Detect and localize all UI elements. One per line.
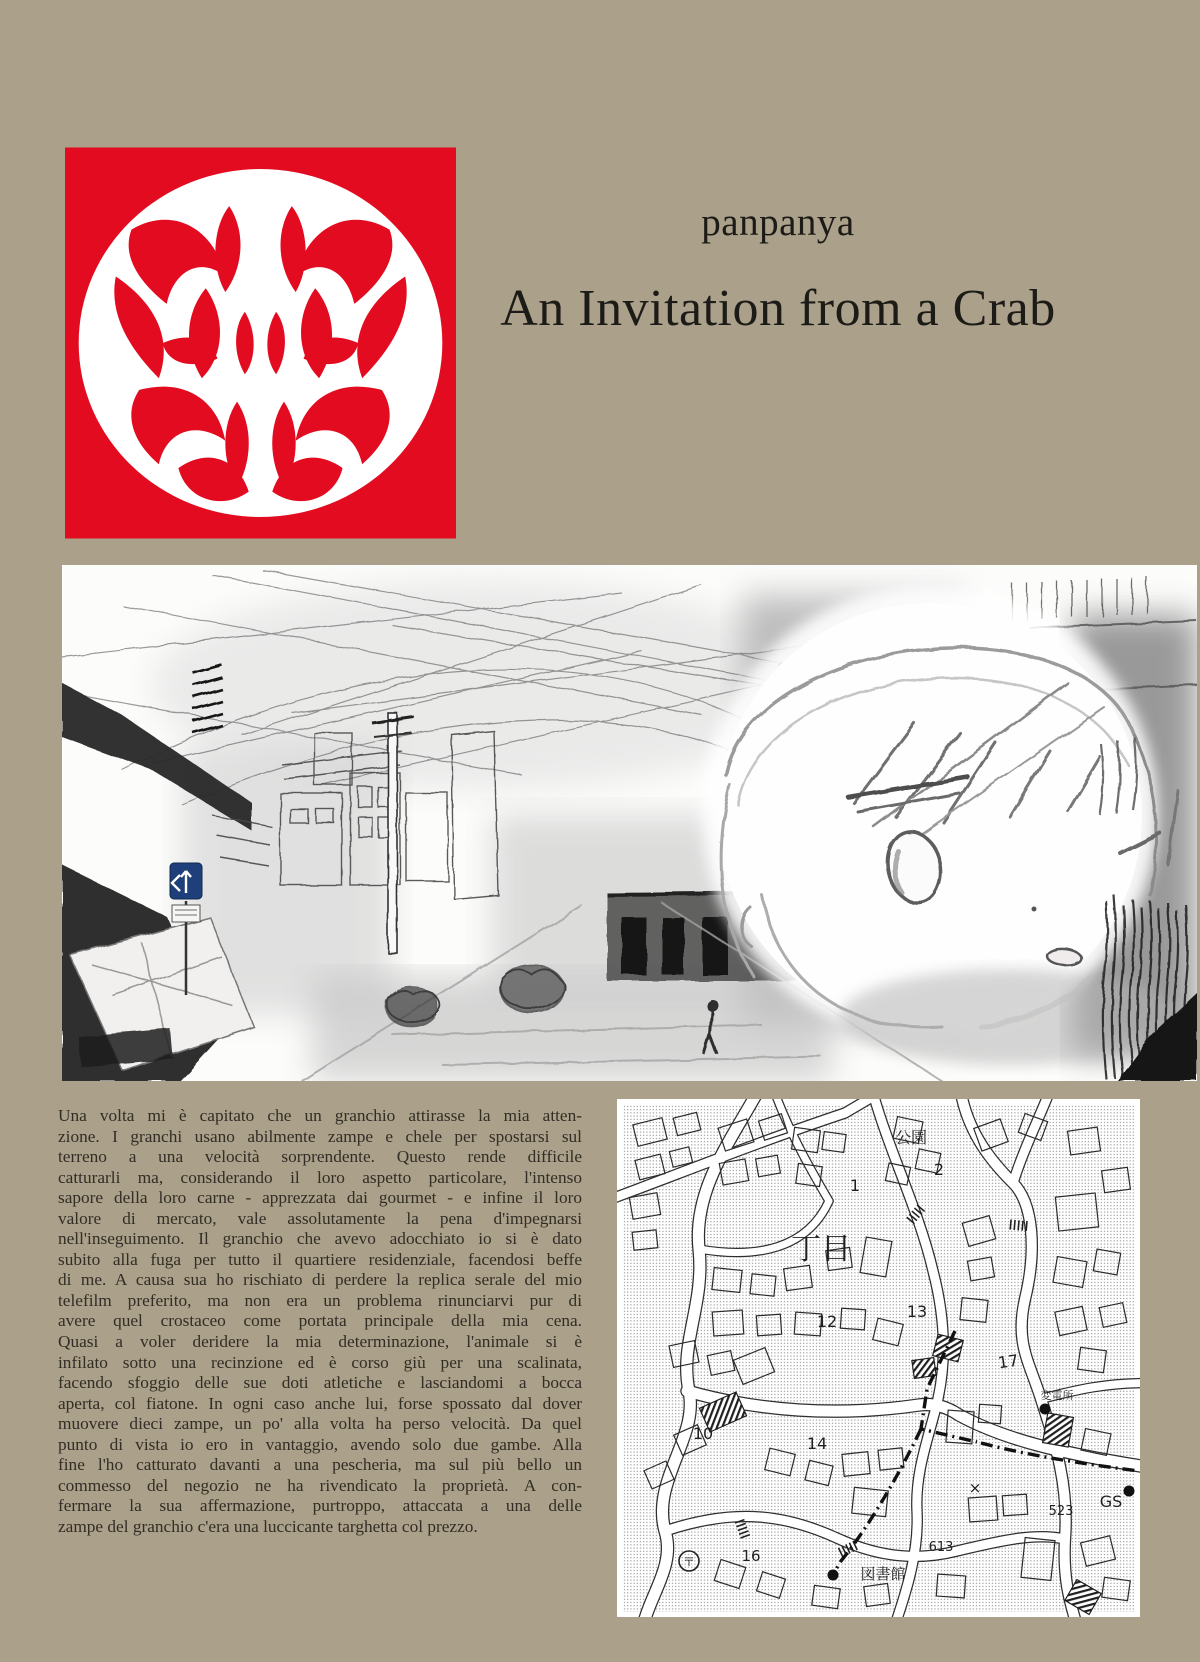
- story-line: punto di vista io ero in vantaggio, avendo solo due gambe. Alla: [58, 1434, 582, 1454]
- story-line: sapore della loro carne - apprezzata dai gourmet - e infine il loro: [58, 1188, 582, 1208]
- story-paragraph: [58, 1106, 582, 1537]
- map-label-chome: 丁目: [791, 1232, 851, 1267]
- story-line: avere quel crostaceo come portata principale della mia cena.: [58, 1311, 582, 1331]
- story-line: Quasi a voler deridere la mia determinazione, l'animale si è: [58, 1332, 582, 1352]
- map-label-block-523: 523: [1048, 1504, 1074, 1519]
- story-line: fermare la sua affermazione, purtroppo, attaccata a una delle: [58, 1496, 582, 1516]
- story-line: facendo sfoggio delle sue doti atletiche e lasciandomi a bocca: [58, 1373, 582, 1393]
- story-line: catturarli ma, considerando il loro aspetto particolare, l'intenso: [58, 1167, 582, 1187]
- page-title: An Invitation from a Crab: [500, 280, 1056, 337]
- story-line: fine l'ho catturato davanti a una pescheria, ma sul più bello un: [58, 1455, 582, 1475]
- map-label-block-14: 14: [806, 1434, 828, 1453]
- map-label-block-16: 16: [741, 1547, 761, 1565]
- story-line: di me. A causa sua ho rischiato di perdere la replica serale del mio: [58, 1270, 582, 1290]
- map-label-cross: ×: [968, 1479, 982, 1497]
- map-label-post-office: 〒: [682, 1555, 696, 1569]
- map-label-block-13: 13: [906, 1302, 928, 1321]
- story-line: Una volta mi è capitato che un granchio attirasse la mia atten-: [58, 1106, 582, 1125]
- crab-crest-logo: [65, 144, 456, 542]
- map-label-block-613: 613: [928, 1540, 954, 1555]
- map-label-gs: GS: [1099, 1492, 1123, 1511]
- author-name: panpanya: [701, 201, 855, 244]
- story-line: zione. I granchi usano abilmente zampe e chele per spostarsi sul: [58, 1126, 582, 1146]
- story-line: nell'inseguimento. Il granchio che avevo adocchiato io si è dato: [58, 1229, 582, 1249]
- map-label-substation: 変電所: [1040, 1389, 1074, 1402]
- story-line: subito alla fuga per tutto il quartiere residenziale, facendosi beffe: [58, 1249, 582, 1269]
- story-line: muovere dieci zampe, un po' alla volta ha perso velocità. Da quel: [58, 1414, 582, 1434]
- story-line: valore di mercato, vale assolutamente la pena d'impegnarsi: [58, 1208, 582, 1228]
- header: [456, 200, 1100, 338]
- map-label-block-10: 10: [692, 1424, 714, 1443]
- street-sketch-image: [62, 565, 1197, 1081]
- crab-crest-icon: [65, 144, 456, 542]
- story-line: infilato sotto una recinzione ed è corso giù per una scalinata,: [58, 1352, 582, 1372]
- neighborhood-map-image: [617, 1099, 1140, 1617]
- story-line: telefilm preferito, ma non era un problema rinunciarvi pur di: [58, 1290, 582, 1310]
- street-sketch-illustration: [62, 565, 1197, 1081]
- map-label-block-17: 17: [996, 1350, 1020, 1373]
- map-label-block-1: 1: [849, 1176, 861, 1195]
- story-line: terreno a una velocità sorprendente. Questo rende difficile: [58, 1147, 582, 1167]
- map-label-library: 図書館: [860, 1565, 906, 1583]
- story-line: zampe del granchio c'era una luccicante targhetta col prezzo.: [58, 1516, 478, 1536]
- story-line: aperta, col fiatone. In ogni caso anche lui, forse spossato dal dover: [58, 1393, 582, 1413]
- map-label-block-12: 12: [816, 1312, 838, 1331]
- neighborhood-map: [617, 1099, 1140, 1617]
- map-label-park-block: 2: [933, 1160, 945, 1179]
- story-line: commesso del negozio ne ha rivendicato la proprietà. A con-: [58, 1475, 582, 1495]
- map-label-park: 公園: [894, 1128, 928, 1147]
